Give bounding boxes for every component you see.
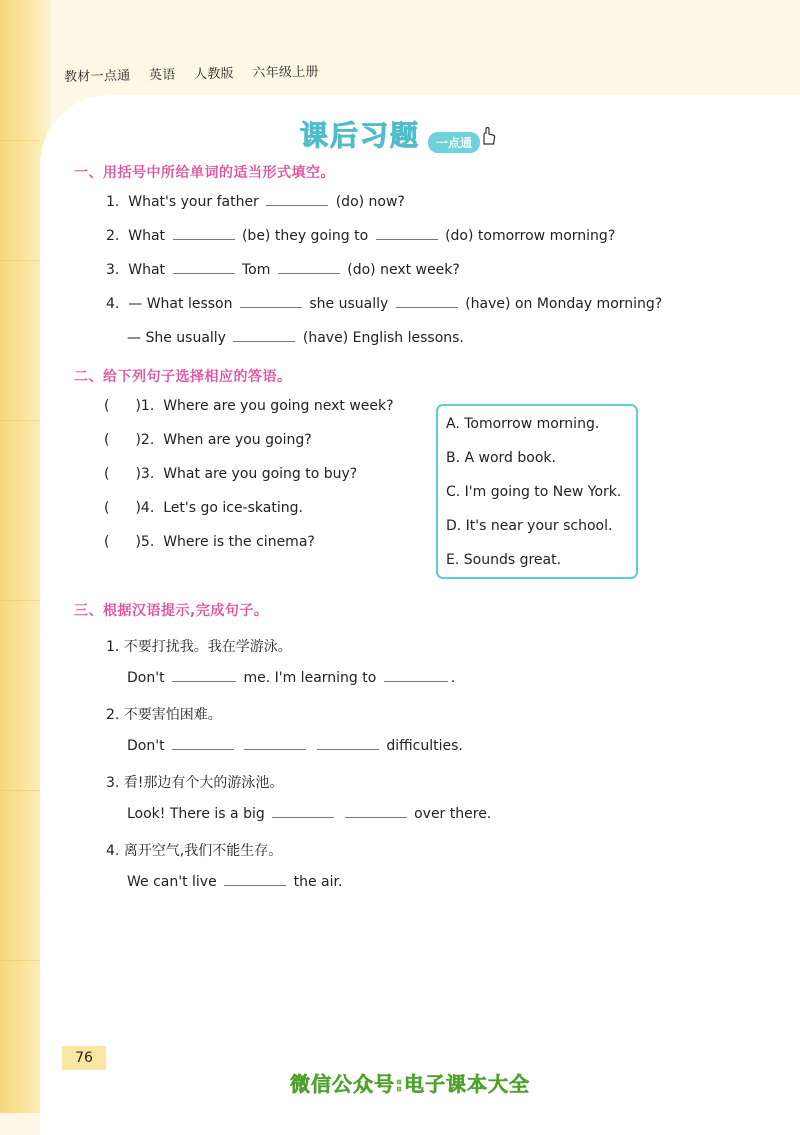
answer-blank[interactable] [278, 273, 340, 274]
answer-blank[interactable] [317, 749, 379, 750]
page-number: 76 [62, 1046, 106, 1070]
header-subject: 英语 [148, 67, 176, 84]
edge-line [0, 600, 40, 601]
answer-blank[interactable] [172, 749, 234, 750]
s2-question-1: ( )1. Where are you going next week? [104, 398, 394, 414]
option-b: B. A word book. [446, 450, 556, 466]
header-grade: 六年级上册 [252, 64, 320, 82]
header-edition: 人教版 [193, 66, 235, 83]
s3-question-2-english: Don't difficulties. [127, 738, 463, 754]
edge-line [0, 790, 40, 791]
s1-question-4: 4. — What lesson she usually (have) on Monday morning? [106, 296, 663, 312]
s3-question-4-chinese: 4. 离开空气,我们不能生存。 [106, 843, 283, 859]
s3-question-4-english: We can't live the air. [127, 874, 343, 890]
option-d: D. It's near your school. [446, 518, 613, 534]
answer-blank[interactable] [384, 681, 448, 682]
section-3-heading: 三、根据汉语提示,完成句子。 [74, 603, 269, 619]
answer-blank[interactable] [396, 307, 458, 308]
s3-question-3-english: Look! There is a big over there. [127, 806, 492, 822]
section-1-heading: 一、用括号中所给单词的适当形式填空。 [74, 165, 335, 181]
answer-blank[interactable] [345, 817, 407, 818]
answer-blank[interactable] [266, 205, 328, 206]
edge-line [0, 260, 40, 261]
answer-blank[interactable] [233, 341, 295, 342]
edge-line [0, 960, 40, 961]
option-e: E. Sounds great. [446, 552, 562, 568]
s3-question-3-chinese: 3. 看!那边有个大的游泳池。 [106, 775, 284, 791]
header-book: 教材一点通 [63, 68, 131, 85]
answer-blank[interactable] [240, 307, 302, 308]
pointing-hand-icon [478, 126, 498, 146]
s2-question-2: ( )2. When are you going? [104, 432, 312, 448]
s2-question-4: ( )4. Let's go ice-skating. [104, 500, 303, 516]
answer-blank[interactable] [376, 239, 438, 240]
answer-options-box [436, 404, 638, 579]
answer-blank[interactable] [173, 239, 235, 240]
s1-question-3: 3. What Tom (do) next week? [106, 262, 460, 278]
answer-blank[interactable] [272, 817, 334, 818]
section-title-banner [300, 108, 500, 154]
s1-question-4-response: — She usually (have) English lessons. [127, 330, 464, 346]
section-2-heading: 二、给下列句子选择相应的答语。 [74, 369, 292, 385]
s3-question-1-english: Don't me. I'm learning to . [127, 670, 456, 686]
option-a: A. Tomorrow morning. [446, 416, 600, 432]
watermark-text: 微信公众号:电子课本大全 [290, 1072, 530, 1096]
running-header [64, 60, 333, 85]
s1-question-2: 2. What (be) they going to (do) tomorrow morning? [106, 228, 616, 244]
title-tag: 一点通 [428, 132, 480, 153]
s2-question-5: ( )5. Where is the cinema? [104, 534, 315, 550]
title-main: 课后习题 [300, 119, 421, 152]
answer-blank[interactable] [244, 749, 306, 750]
answer-blank[interactable] [224, 885, 286, 886]
answer-blank[interactable] [172, 681, 236, 682]
edge-line [0, 420, 40, 421]
option-c: C. I'm going to New York. [446, 484, 622, 500]
s1-question-1: 1. What's your father (do) now? [106, 194, 405, 210]
s3-question-2-chinese: 2. 不要害怕困难。 [106, 707, 222, 723]
answer-blank[interactable] [173, 273, 235, 274]
edge-line [0, 140, 40, 141]
s2-question-3: ( )3. What are you going to buy? [104, 466, 358, 482]
s3-question-1-chinese: 1. 不要打扰我。我在学游泳。 [106, 639, 292, 655]
